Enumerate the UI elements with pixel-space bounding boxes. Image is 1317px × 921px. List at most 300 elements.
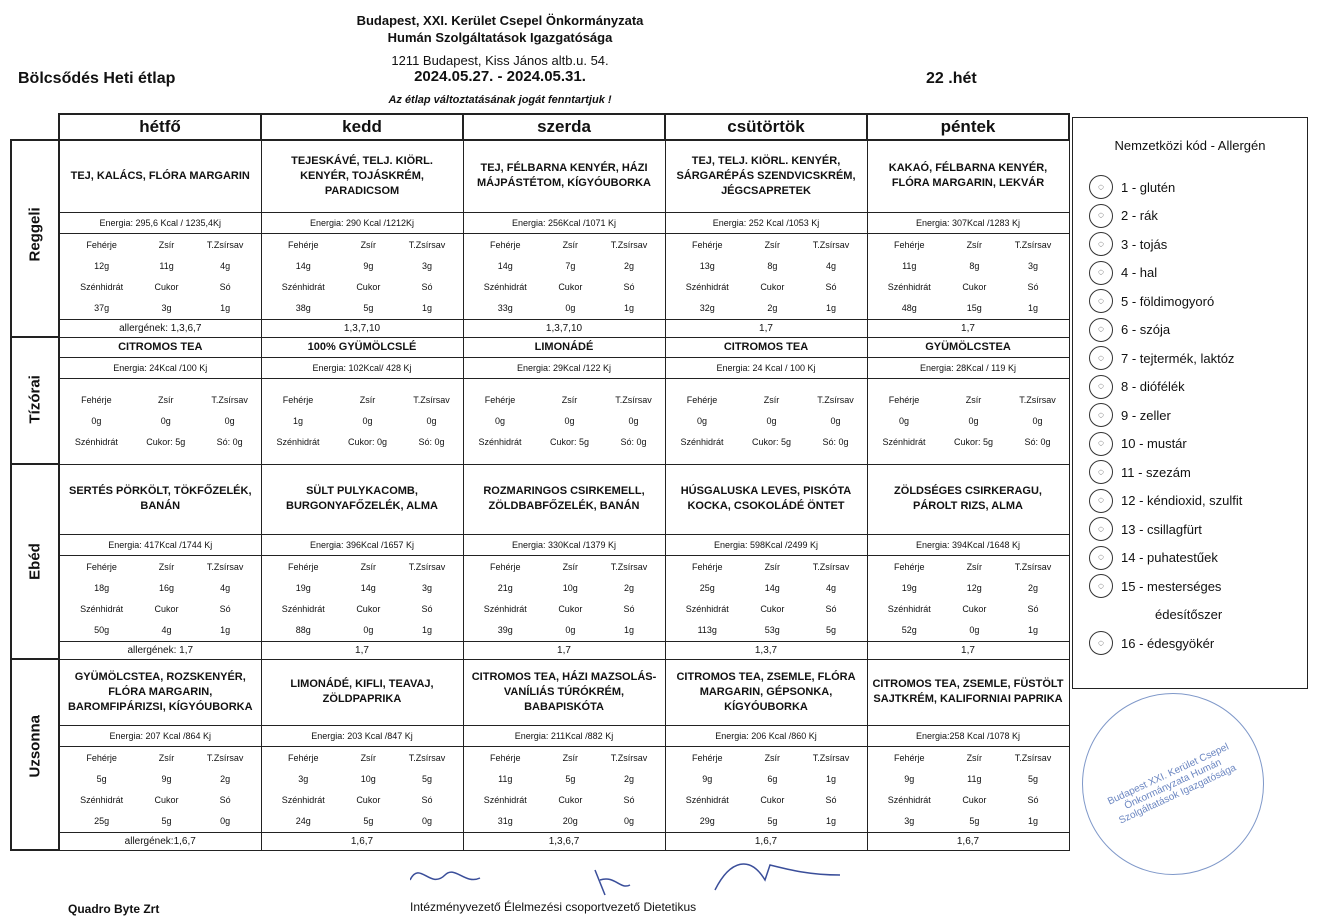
egg-icon: ◌ [1089,232,1113,256]
legend-item [1089,203,1158,229]
nutrition-value: 50g [94,624,110,635]
nutrition-value: 5g [96,773,107,784]
nutrition-row [262,577,463,598]
allergen-codes: 1,3,7,10 [261,319,463,337]
menu-row [11,641,1069,659]
legend-label: 16 - édesgyökér [1121,635,1215,651]
nutrition-value: Zsír [764,239,781,250]
nutrition-value: T.Zsírsav [1014,561,1052,572]
nutrition-value: 9g [702,773,713,784]
legend-label: 14 - puhatestűek [1121,550,1218,565]
soy-icon: ◌ [1089,318,1113,342]
energy-cell: Energia: 330Kcal /1379 Kj [463,534,665,555]
nutrition-value: Fehérje [894,239,925,250]
allergen-codes: allergének: 1,7 [59,641,261,659]
nutrition-value: Fehérje [490,239,521,250]
nutrition-value: 0g [422,815,433,826]
nutrition-cell [867,555,1069,641]
menu-row [11,378,1069,464]
dish-cell: HÚSGALUSKA LEVES, PISKÓTA KOCKA, CSOKOLÁDÉ ÖNTET [665,464,867,534]
nutrition-value: 14g [764,582,780,593]
nutrition-row [262,255,463,276]
nutrition-value: 11g [498,773,513,784]
nutrition-value: 0g [224,416,235,426]
energy-cell: Energia: 307Kcal /1283 Kj [867,212,1069,233]
nutrition-value: 10g [562,582,578,593]
nutrition-cell [261,233,463,319]
nutrition-row [464,556,665,577]
meal-label [11,464,59,659]
nutrition-value: Só [421,603,433,614]
nutrition-value: 5g [363,815,374,826]
nutrition-row [262,297,463,318]
nutrition-row [464,789,665,810]
legend-label: 1 - glutén [1121,179,1176,195]
nutrition-value: T.Zsírsav [817,395,854,405]
nutrition-value: Szénhidrát [882,437,926,447]
nutrition-row [60,297,261,318]
nutrition-row [666,619,867,640]
legend-label: 10 - mustár [1121,436,1187,451]
change-notice: Az étlap változtatásának jogát fenntartjuk ! [388,94,612,106]
nutrition-value: Szénhidrát [281,794,325,805]
nutrition-row [666,234,867,255]
nutrition-value: Cukor [356,794,381,805]
nutrition-value: 1g [1028,302,1039,313]
menu-row [11,832,1069,850]
nutrition-row [666,577,867,598]
nutrition-value: Fehérje [692,561,723,572]
nutrition-cell [867,746,1069,832]
dish-cell: CITROMOS TEA, ZSEMLE, FLÓRA MARGARIN, GÉPSONKA, KÍGYÓUBORKA [665,659,867,725]
nutrition-value: 14g [360,582,376,593]
nutrition-value: T.Zsírsav [408,239,446,250]
nutrition-value: Só [825,603,837,614]
nutrition-table [868,556,1069,640]
nutrition-row [464,234,665,255]
energy-cell: Energia: 252 Kcal /1053 Kj [665,212,867,233]
nutrition-value: 0g [830,416,841,426]
menu-row [11,746,1069,832]
legend-label: 7 - tejtermék, laktóz [1121,350,1235,366]
organization-header [300,12,700,46]
meal-label [11,337,59,464]
stamp-text: Budapest XXI. Kerület Csepel Önkormányzata Humán Szolgáltatások Igazgatósága [1106,741,1238,827]
nutrition-row [868,390,1069,411]
nutrition-row [464,598,665,619]
nutrition-row [262,789,463,810]
nutrition-value: 3g [422,260,433,271]
nutrition-value: Cukor [154,281,179,292]
week-number: 22 .hét [926,70,977,87]
nutrition-row [868,556,1069,577]
nutrition-table [60,234,261,318]
energy-cell: Energia: 24 Kcal / 100 Kj [665,357,867,378]
milk-icon: ◌ [1089,346,1113,370]
day-header: kedd [261,114,463,140]
nutrition-row [262,556,463,577]
org-name: Budapest, XXI. Kerület Csepel Önkormányzata [356,13,644,28]
nutrition-value: 13g [699,260,715,271]
legend-label: 3 - tojás [1121,236,1168,252]
nutrition-cell [665,378,867,464]
nutrition-row [464,577,665,598]
legend-item [1089,231,1167,257]
nutrition-value: Cukor [154,603,179,614]
nutrition-value: Zsír [966,561,983,572]
nutrition-value: 1g [624,302,635,313]
energy-cell: Energia: 598Kcal /2499 Kj [665,534,867,555]
nutrition-value: 10g [360,773,376,784]
energy-cell: Energia: 203 Kcal /847 Kj [261,725,463,746]
nutrition-value: Zsír [158,561,175,572]
nutrition-table [60,747,261,831]
nutrition-row [60,598,261,619]
nutrition-value: Zsír [562,239,579,250]
nutrition-table [868,747,1069,831]
nutrition-value: Zsír [360,239,377,250]
nutrition-value: Fehérje [288,561,319,572]
sweetener-icon: ◌ [1089,574,1113,598]
nutrition-value: 0g [565,624,576,635]
nutrition-value: Só [1027,281,1039,292]
nutrition-value: 1g [624,624,635,635]
dish-cell: TEJ, TELJ. KIÖRL. KENYÉR, SÁRGARÉPÁS SZENDVICSKRÉM, JÉGCSAPRETEK [665,140,867,212]
nutrition-value: Só: 0g [822,437,849,447]
nutrition-value: Zsír [157,395,174,405]
nutrition-value: Szénhidrát [887,603,931,614]
nutrition-value: 0g [628,416,639,426]
nutrition-value: 0g [362,416,373,426]
nutrition-value: 0g [968,416,979,426]
legend-item [1155,602,1222,628]
legend-item [1089,374,1185,400]
menu-row [11,555,1069,641]
energy-cell: Energia: 295,6 Kcal / 1235,4Kj [59,212,261,233]
nutrition-value: Fehérje [86,239,117,250]
nutrition-value: Szénhidrát [685,281,729,292]
meal-name: Uzsonna [26,714,44,778]
energy-cell: Energia: 28Kcal / 119 Kj [867,357,1069,378]
legend-label: 8 - diófélék [1121,379,1185,394]
dish-cell: CITROMOS TEA, ZSEMLE, FÜSTÖLT SAJTKRÉM, KALIFORNIAI PAPRIKA [867,659,1069,725]
nutrition-value: Cukor: 5g [954,437,994,447]
nutrition-value: Só [623,794,635,805]
nutrition-value: T.Zsírsav [206,752,244,763]
nutrition-row [60,810,261,831]
nutrition-value: 0g [565,302,576,313]
allergen-codes: allergének: 1,3,6,7 [59,319,261,337]
corner-cell [11,114,59,140]
nutrition-value: Só: 0g [1024,437,1051,447]
nutrition-row [60,411,261,432]
nutrition-row [868,768,1069,789]
nutrition-value: 38g [295,302,311,313]
nutrition-value: 4g [826,260,837,271]
nutrition-row [60,255,261,276]
nutrition-row [464,432,665,453]
allergen-codes: allergének:1,6,7 [59,832,261,850]
nutrition-value: Cukor [558,603,583,614]
nutrition-value: 9g [904,773,915,784]
nutrition-row [868,255,1069,276]
nutrition-value: T.Zsírsav [610,561,648,572]
nutrition-value: Fehérje [686,395,718,405]
nutrition-cell [463,746,665,832]
nutrition-cell [463,378,665,464]
legend-label: 12 - kéndioxid, szulfit [1121,493,1243,508]
nutrition-value: Zsír [562,752,579,763]
nutrition-row [262,810,463,831]
nutrition-value: 0g [898,416,909,426]
nutrition-value: 48g [901,302,917,313]
nutrition-cell [867,378,1069,464]
nutrition-value: 5g [826,624,837,635]
nutrition-value: 1g [826,815,837,826]
legend-label: 2 - rák [1121,208,1158,223]
legend-item [1089,431,1187,457]
nutrition-value: Zsír [158,239,175,250]
nutrition-cell [59,746,261,832]
nutrition-row [60,390,261,411]
nutrition-value: Só [825,281,837,292]
licorice-icon: ◌ [1089,631,1113,655]
energy-cell: Energia: 394Kcal /1648 Kj [867,534,1069,555]
nutrition-cell [665,746,867,832]
legend-label: 11 - szezám [1121,464,1191,480]
nutrition-value: T.Zsírsav [211,395,248,405]
lupin-icon: ◌ [1089,517,1113,541]
nutrition-value: 1g [422,302,433,313]
nutrition-value: 8g [969,260,980,271]
peanut-icon: ◌ [1089,289,1113,313]
nutrition-value: 3g [1028,260,1039,271]
allergen-codes: 1,7 [867,641,1069,659]
nutrition-value: Cukor [962,603,987,614]
nutrition-value: Só: 0g [216,437,243,447]
nutrition-row [262,768,463,789]
nutrition-value: 0g [160,416,171,426]
nutrition-value: Szénhidrát [80,281,124,292]
nutrition-row [464,810,665,831]
energy-cell: Energia: 417Kcal /1744 Kj [59,534,261,555]
wheat-icon: ◌ [1089,175,1113,199]
nutrition-value: 3g [422,582,433,593]
nutrition-value: 11g [967,773,982,784]
day-header: csütörtök [665,114,867,140]
nutrition-value: Zsír [562,561,579,572]
nutrition-cell [463,233,665,319]
nutrition-value: Zsír [359,395,376,405]
menu-row [11,114,1069,140]
nutrition-value: Fehérje [894,561,925,572]
legend-item [1089,630,1214,656]
nutrition-value: Fehérje [692,752,723,763]
nutrition-table [868,234,1069,318]
allergen-codes: 1,7 [261,641,463,659]
nutrition-value: 3g [161,302,172,313]
nutrition-value: Cukor [760,603,785,614]
nutrition-value: Szénhidrát [685,794,729,805]
nutrition-row [868,297,1069,318]
nutrition-value: T.Zsírsav [615,395,652,405]
nutrition-value: Só: 0g [620,437,647,447]
nutrition-row [464,619,665,640]
nutrition-value: Zsír [360,752,377,763]
nutrition-value: Fehérje [86,752,117,763]
menu-row [11,464,1069,534]
nutrition-value: Fehérje [282,395,314,405]
nutrition-value: Só [219,794,231,805]
nutrition-value: 0g [624,815,635,826]
nutrition-value: 1g [1028,624,1039,635]
nutrition-value: 9g [161,773,172,784]
nutrition-value: 3g [904,815,915,826]
nutrition-value: 0g [494,416,505,426]
nutrition-row [868,598,1069,619]
org-department: Humán Szolgáltatások Igazgatósága [387,30,613,45]
nutrition-cell [261,555,463,641]
nutrition-value: 8g [767,260,778,271]
nutrition-value: Cukor [962,794,987,805]
legend-item [1089,260,1157,286]
nutrition-row [868,276,1069,297]
legend-item [1089,288,1214,314]
nutrition-value: Fehérje [692,239,723,250]
nutrition-row [262,598,463,619]
allergen-codes: 1,6,7 [665,832,867,850]
nutrition-value: Szénhidrát [483,603,527,614]
legend-item [1089,573,1221,599]
dish-cell: ZÖLDSÉGES CSIRKERAGU, PÁROLT RIZS, ALMA [867,464,1069,534]
nutrition-value: Cukor [356,603,381,614]
nutrition-value: 1g [1028,815,1039,826]
allergen-codes: 1,3,7,10 [463,319,665,337]
nutrition-row [868,747,1069,768]
day-header: hétfő [59,114,261,140]
nutrition-value: 0g [363,624,374,635]
nutrition-value: 1g [826,302,837,313]
nutrition-value: 4g [826,582,837,593]
energy-cell: Energia: 256Kcal /1071 Kj [463,212,665,233]
menu-row [11,659,1069,725]
nutrition-value: Szénhidrát [281,603,325,614]
nutrition-value: 20g [562,815,578,826]
nutrition-row [666,276,867,297]
sulfite-icon: ◌ [1089,489,1113,513]
energy-cell: Energia:258 Kcal /1078 Kj [867,725,1069,746]
nutrition-value: Só [421,281,433,292]
nutrition-value: 0g [426,416,437,426]
nutrition-row [868,619,1069,640]
menu-row [11,140,1069,212]
nutrition-value: 24g [295,815,311,826]
nutrition-value: 15g [966,302,982,313]
celery-icon: ◌ [1089,403,1113,427]
nutrition-value: Szénhidrát [80,603,124,614]
nutrition-value: 11g [902,260,917,271]
nutrition-row [666,810,867,831]
dish-cell: KAKAÓ, FÉLBARNA KENYÉR, FLÓRA MARGARIN, LEKVÁR [867,140,1069,212]
dish-cell: GYÜMÖLCSTEA, ROZSKENYÉR, FLÓRA MARGARIN, BAROMFIPÁRIZSI, KÍGYÓUBORKA [59,659,261,725]
dish-cell: SERTÉS PÖRKÖLT, TÖKFŐZELÉK, BANÁN [59,464,261,534]
nutrition-value: Szénhidrát [887,794,931,805]
meal-label [11,659,59,850]
nutrition-value: Cukor [760,794,785,805]
nutrition-row [464,411,665,432]
nutrition-value: Só [623,603,635,614]
nutrition-value: Szénhidrát [74,437,118,447]
nutrition-value: Só [219,281,231,292]
nutrition-table [262,390,463,453]
nutrition-value: 53g [764,624,780,635]
nutrition-value: 88g [295,624,311,635]
nutrition-value: Zsír [966,239,983,250]
nutrition-value: 5g [1028,773,1039,784]
menu-row [11,534,1069,555]
nutrition-row [262,276,463,297]
allergen-codes: 1,6,7 [867,832,1069,850]
nutrition-value: T.Zsírsav [812,239,850,250]
nutrition-value: 18g [94,582,110,593]
nutrition-cell [59,555,261,641]
nutrition-value: Zsír [764,752,781,763]
nutrition-value: 1g [220,302,231,313]
nutrition-value: Zsír [158,752,175,763]
nutrition-table [464,556,665,640]
nutrition-value: Só [623,281,635,292]
allergen-legend [1072,117,1308,689]
nutrition-table [666,390,867,453]
nutrition-row [666,768,867,789]
nutrition-value: 2g [220,773,231,784]
nutrition-value: Zsír [763,395,780,405]
nutrition-value: T.Zsírsav [610,752,648,763]
nutrition-cell [261,378,463,464]
energy-cell: Energia: 29Kcal /122 Kj [463,357,665,378]
nutrition-value: Szénhidrát [276,437,320,447]
nutrition-value: 1g [422,624,433,635]
nutrition-value: 5g [969,815,980,826]
nutrition-value: 0g [696,416,707,426]
nutrition-value: 5g [565,773,576,784]
nutrition-value: 14g [497,260,513,271]
nutrition-value: 33g [497,302,513,313]
nutrition-row [666,432,867,453]
legend-item [1089,488,1242,514]
nutrition-value: 12g [94,260,110,271]
nutrition-value: 16g [159,582,175,593]
weekly-menu-table [10,113,1070,851]
sesame-icon: ◌ [1089,460,1113,484]
legend-label: 15 - mesterséges [1121,578,1222,594]
nutrition-value: 11g [159,260,174,271]
menu-row [11,725,1069,746]
nutrition-cell [665,233,867,319]
legend-label: 9 - zeller [1121,407,1171,423]
nutrition-row [868,789,1069,810]
nutrition-row [666,255,867,276]
nutrition-value: Zsír [360,561,377,572]
energy-cell: Energia: 24Kcal /100 Kj [59,357,261,378]
nutrition-row [60,276,261,297]
menu-row [11,233,1069,319]
legend-label: 13 - csillagfürt [1121,521,1202,537]
signature-labels: Intézményvezető Élelmezési csoportvezető Dietetikus [410,900,697,914]
nutrition-value: 1g [220,624,231,635]
nutrition-value: 52g [901,624,917,635]
nutrition-row [262,234,463,255]
